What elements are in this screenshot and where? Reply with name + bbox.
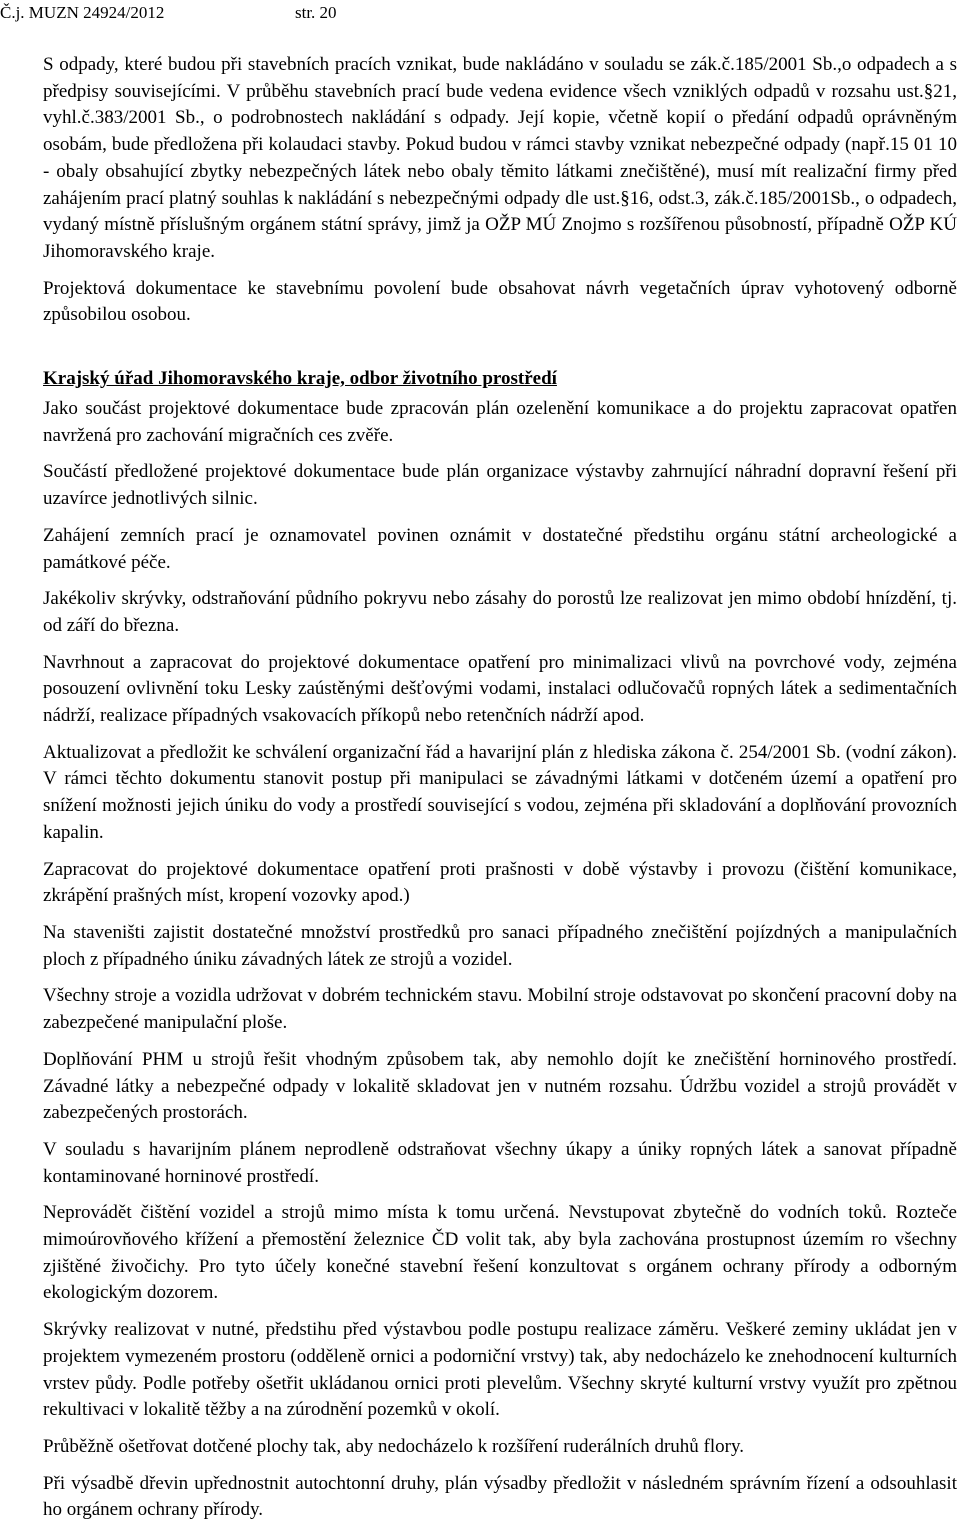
document-body bbox=[43, 52, 957, 1534]
paragraph: Zapracovat do projektové dokumentace opatření proti prašnosti v době výstavby i provozu (čištění komunikace, zkrápění prašných míst, kropení vozovky apod.) bbox=[43, 858, 957, 907]
paragraph-waste: S odpady, které budou při stavebních pracích vznikat, bude nakládáno v souladu se zák.č.185/2001 Sb.,o odpadech a s předpisy souvisejícími. V průběhu stavebních prací bude vedena evidence všech vzniklých odpadů v rozsahu ust.§21, vyhl.č.383/2001 Sb., o podrobnostech nakládání s odpady. Její kopie, včetně kopií o předání odpadů oprávněným osobám, bude předložena při kolaudaci stavby. Pokud budou v rámci stavby vznikat nebezpečné odpady (např.15 01 10 - obaly obsahující zbytky nebezpečných látek nebo obaly těmito látkami znečištěné), musí mít realizační firmy před zahájením prací platný souhlas k nakládání s nebezpečnými odpady dle ust.§16, odst.3, zák.č.185/2001Sb., o odpadech, vydaný místně příslušným orgánem státní správy, jimž ja OŽP MÚ Znojmo s rozšířenou působností, případně OŽP KÚ Jihomoravského kraje. bbox=[43, 54, 957, 262]
paragraph: Součástí předložené projektové dokumentace bude plán organizace výstavby zahrnující náhradní dopravní řešení při uzavírce jednotlivých silnic. bbox=[43, 461, 957, 510]
paragraph-vegetation: Projektová dokumentace ke stavebnímu povolení bude obsahovat návrh vegetačních úprav vyhotovený odborně způsobilou osobou. bbox=[43, 277, 957, 326]
paragraph: Skrývky realizovat v nutné, předstihu před výstavbou podle postupu realizace záměru. Veškeré zeminy ukládat jen v projektem vymezeném prostoru (odděleně ornici a podorniční vrstvy) tak, aby nedocházelo ke znehodnocení kulturních vrstev půdy. Podle potřeby ošetřit ukládanou ornici proti plevelům. Všechny skryté kulturní vrstvy využít pro zpětnou rekultivaci v lokalitě těžby a na zúrodnění pozemků v okolí. bbox=[43, 1319, 957, 1421]
paragraph: Navrhnout a zapracovat do projektové dokumentace opatření pro minimalizaci vlivů na povrchové vody, zejména posouzení ovlivnění toku Lesky zaústěnými dešťovými vodami, instalaci odlučovačů ropných látek a sedimentačních nádrží, realizace případných vsakovacích příkopů nebo retenčních nádrží apod. bbox=[43, 651, 957, 727]
document-reference: Č.j. MUZN 24924/2012 bbox=[0, 3, 165, 22]
paragraph: Všechny stroje a vozidla udržovat v dobrém technickém stavu. Mobilní stroje odstavovat po skončení pracovní doby na zabezpečené manipulační ploše. bbox=[43, 985, 957, 1034]
paragraph: Neprovádět čištění vozidel a strojů mimo místa k tomu určená. Nevstupovat zbytečně do vodních toků. Rozteče mimoúrovňového křížení a přemostění železnice ČD volit tak, aby byla zachována prostupnost územím ro všechny zjištěné živočichy. Pro tyto účely konečné stavební řešení konzultovat s orgánem ochrany přírody a odborným ekologickým dozorem. bbox=[43, 1202, 957, 1304]
paragraph: Průběžně ošetřovat dotčené plochy tak, aby nedocházelo k rozšíření ruderálních druhů flory. bbox=[43, 1435, 744, 1457]
paragraph: Aktualizovat a předložit ke schválení organizační řád a havarijní plán z hlediska zákona č. 254/2001 Sb. (vodní zákon). V rámci těchto dokumentu stanovit postup při manipulaci se závadnými látkami v dotčeném území a opatření pro snížení možnosti jejich úniku do vody a prostředí související s vodou, zejména při skladování a doplňování provozních kapalin. bbox=[43, 741, 957, 843]
section-heading: Krajský úřad Jihomoravského kraje, odbor životního prostředí bbox=[43, 368, 557, 390]
page-number: str. 20 bbox=[295, 3, 337, 22]
paragraph: V souladu s havarijním plánem neprodleně odstraňovat všechny úkapy a úniky ropných látek a sanovat případně kontaminované horninové prostředí. bbox=[43, 1138, 957, 1187]
paragraph: Při výsadbě dřevin upřednostnit autochtonní druhy, plán výsadby předložit v následném správním řízení a odsouhlasit ho orgánem ochrany přírody. bbox=[43, 1472, 957, 1521]
page-header bbox=[0, 2, 337, 24]
paragraph: Zahájení zemních prací je oznamovatel povinen oznámit v dostatečné předstihu orgánu státní archeologické a památkové péče. bbox=[43, 524, 957, 573]
paragraph: Jakékoliv skrývky, odstraňování půdního pokryvu nebo zásahy do porostů lze realizovat jen mimo období hnízdění, tj. od září do března. bbox=[43, 588, 957, 636]
paragraph: Jako součást projektové dokumentace bude zpracován plán ozelenění komunikace a do projektu zapracovat opatřen navržená pro zachování migračních ces zvěře. bbox=[43, 398, 957, 446]
paragraph: Na staveništi zajistit dostatečné množství prostředků pro sanaci případného znečištění pojízdných a manipulačních ploch z případného úniku závadných látek ze strojů a vozidel. bbox=[43, 921, 957, 970]
paragraph: Doplňování PHM u strojů řešit vhodným způsobem tak, aby nemohlo dojít ke znečištění horninového prostředí. Závadné látky a nebezpečné odpady v lokalitě skladovat jen v nutném rozsahu. Údržbu vozidel a strojů provádět v zabezpečených prostorách. bbox=[43, 1048, 957, 1124]
